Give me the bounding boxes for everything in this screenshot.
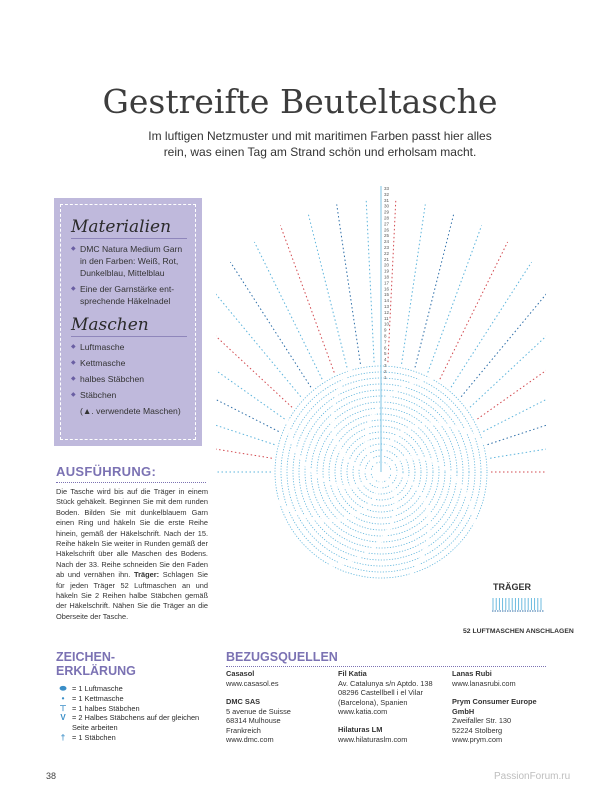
chart-row-number: 2 [384, 368, 387, 374]
stitch-note: (▲. verwendete Maschen) [80, 406, 181, 416]
chart-ray [451, 262, 531, 387]
source-line: Zweifaller Str. 130 [452, 716, 512, 726]
page-title: Gestreifte Beuteltasche [102, 82, 498, 121]
crochet-chart [216, 182, 546, 582]
source-line: 5 avenue de Suisse [226, 706, 291, 716]
chart-row-number: 9 [384, 327, 387, 333]
instructions-strap-label: Träger: [134, 570, 160, 580]
source-line: (Barcelona), Spanien [338, 697, 408, 707]
chart-row-number: 17 [384, 280, 390, 286]
chart-row-number: 6 [384, 345, 387, 351]
chart-row-number: 21 [384, 256, 390, 262]
chart-ray [216, 312, 292, 407]
chart-ray [280, 226, 334, 373]
chart-ray [483, 372, 546, 432]
source-line[interactable]: www.lanasrubi.com [452, 678, 516, 688]
chart-row-number: 32 [384, 191, 390, 197]
source-name: Casasol [226, 669, 255, 678]
source-line: 68314 Mulhouse [226, 716, 281, 726]
chart-ray [216, 341, 285, 419]
chart-ray [428, 226, 482, 373]
chart-row-number: 12 [384, 309, 390, 315]
slip-stitch-icon: • [61, 693, 65, 703]
chart-ray [470, 312, 546, 407]
half-double-crochet-icon: ⊤ [59, 703, 67, 713]
chart-row-number: 33 [384, 186, 390, 191]
source-hilaturas [338, 725, 407, 744]
chart-row-number: 24 [384, 239, 390, 245]
instructions-paragraph-1: Die Tasche wird bis auf die Träger in einem Stück gehäkelt. Beginnen Sie mit dem runden Boden. Bilden Sie mit dunkelblauem Garn einen Ring und häkeln Sie die erste Reihe hinein, gemäß der Häkelschrift. Nach der 15. Reihe häkeln Sie weiter in Runden gemäß der Häkelschrift über alle Maschen des Bodens. Nach der 33. Reihe schneiden Sie den Faden ab und vernähen ihn. [56, 487, 208, 580]
instructions-paragraph-2: Schlagen Sie für jeden Träger 52 Luftmaschen an und häkeln Sie 2 Reihen halbe Stäbchen gemäß der Häkelschrift. Nähen Sie die Träger an die Oberseite der Tasche. [56, 570, 208, 621]
chart-ray [490, 438, 546, 458]
materials-inner [60, 204, 196, 440]
chart-ray [216, 438, 272, 458]
increase-icon: V [60, 713, 66, 723]
chart-row-number: 15 [384, 292, 390, 298]
double-crochet-icon: † [60, 732, 66, 742]
source-name: Prym Consumer Europe GmbH [452, 697, 537, 716]
chart-spiral-gap [381, 424, 485, 465]
chart-row-number: 8 [384, 333, 387, 339]
chart-row-number: 25 [384, 233, 390, 239]
source-lanas-rubi [452, 669, 516, 688]
chart-row-number: 20 [384, 262, 390, 268]
stitches-heading: Maschen [71, 315, 187, 337]
chart-row-number: 5 [384, 351, 387, 357]
chart-row-number: 30 [384, 203, 390, 209]
chart-ray [488, 404, 547, 444]
chart-row-number: 16 [384, 286, 390, 292]
sources-divider [226, 666, 546, 667]
source-line[interactable]: www.hilaturaslm.com [338, 734, 408, 744]
chart-ray [366, 200, 374, 362]
source-line: 08296 Castellbell i el Vilar [338, 688, 423, 698]
source-line: Av. Catalunya s/n Aptdo. 138 [338, 678, 433, 688]
chart-row-number: 27 [384, 221, 390, 227]
source-dmc [226, 697, 291, 745]
chart-row-number: 10 [384, 321, 390, 327]
chart-row-number: 28 [384, 215, 390, 221]
legend-text: = 1 Kettmasche [72, 693, 124, 703]
chart-row-number: 13 [384, 304, 390, 309]
chart-row-number: 11 [384, 315, 389, 321]
chart-row-number: 29 [384, 209, 390, 215]
source-line[interactable]: www.prym.com [452, 735, 503, 745]
chart-spiral-gap [366, 378, 434, 466]
chart-ray [230, 262, 311, 387]
source-name: Lanas Rubi [452, 669, 492, 678]
legend-heading-line-2: ERKLÄRUNG [56, 664, 136, 678]
chart-row-number: 22 [384, 250, 390, 256]
watermark: PassionForum.ru [494, 771, 571, 782]
stitch-item: ◆ Kettmasche [71, 357, 187, 369]
source-line[interactable]: www.casasol.es [226, 678, 279, 688]
source-line: 52224 Stolberg [452, 725, 503, 735]
chart-row-number: 14 [384, 298, 390, 304]
legend-text: = 2 Halbes Stäbchens auf der gleichen Seite arbeiten [72, 713, 200, 733]
chart-spiral-gap [277, 480, 381, 521]
chart-row-number: 23 [384, 245, 390, 250]
legend-text: = 1 Luftmasche [72, 684, 123, 693]
source-casasol [226, 669, 279, 688]
source-prym [452, 697, 552, 745]
chart-ray [477, 341, 546, 419]
legend-item [56, 684, 216, 694]
chart-spiral-gap [333, 368, 374, 472]
source-line[interactable]: www.katia.com [338, 707, 388, 717]
chart-row-number: 19 [384, 268, 390, 274]
instructions-heading: AUSFÜHRUNG: [56, 464, 157, 479]
instructions-text [56, 487, 208, 622]
chart-row-number: 31 [384, 197, 390, 203]
legend-heading [56, 650, 166, 678]
source-fil-katia [338, 669, 433, 717]
chart-row-number: 3 [384, 363, 387, 368]
chart-ray [440, 242, 508, 379]
chain-stitch-icon: ⬬ [59, 684, 67, 693]
chart-row-number: 7 [384, 339, 387, 345]
stitch-item: ◆ Stäbchen [71, 389, 187, 401]
legend-text: = 1 halbes Stäbchen [72, 703, 140, 713]
source-name: Hilaturas LM [338, 725, 383, 734]
source-name: Fil Katia [338, 669, 367, 678]
materials-heading: Materialien [71, 217, 187, 239]
instructions-divider [56, 482, 206, 483]
source-line: Frankreich [226, 725, 261, 735]
strap-caption: 52 LUFTMASCHEN ANSCHLAGEN [463, 628, 574, 635]
stitches-list [71, 341, 187, 417]
legend-list [56, 684, 216, 743]
chart-spiral-gap [387, 457, 475, 525]
page-subtitle: Im luftigen Netzmuster und mit maritimen Farben passt hier alles rein, was einen Tag am Strand schön und erholsam macht. [148, 129, 492, 159]
legend-heading-line-1: ZEICHEN- [56, 650, 116, 664]
chart-ray [254, 242, 322, 379]
source-name: DMC SAS [226, 697, 261, 706]
chart-ray [216, 404, 275, 444]
source-line[interactable]: www.dmc.com [226, 735, 274, 745]
chart-row-number: 4 [384, 357, 387, 363]
chart-spiral-gap [287, 419, 375, 487]
materials-box [54, 198, 202, 446]
chart-row-number: 26 [384, 227, 390, 233]
materials-item: ◆ DMC Natura Medium Garn in den Farben: Weiß, Rot, Dunkelblau, Mittelblau [71, 243, 187, 279]
chart-row-number: 18 [384, 274, 390, 280]
chart-ray [216, 372, 279, 432]
materials-item: ◆ Eine der Garnstärke entsprechende Häkelnadel [71, 283, 187, 307]
chart-ray [388, 200, 396, 362]
chart-row-number: 1 [384, 374, 387, 380]
legend-item [56, 704, 216, 714]
page-number: 38 [46, 771, 57, 781]
chart-spiral-gap [328, 478, 396, 566]
stitch-item: ◆ halbes Stäbchen [71, 373, 187, 385]
materials-list [71, 243, 187, 307]
stitch-item: ◆ Luftmasche [71, 341, 187, 353]
sources-heading: BEZUGSQUELLEN [226, 650, 338, 664]
chart-spiral-gap [389, 472, 430, 576]
strap-chart [490, 594, 546, 626]
strap-label: TRÄGER [493, 582, 531, 592]
legend-text: = 1 Stäbchen [72, 732, 116, 742]
legend-item [56, 713, 216, 733]
legend-item [56, 733, 216, 743]
legend-item [56, 694, 216, 704]
